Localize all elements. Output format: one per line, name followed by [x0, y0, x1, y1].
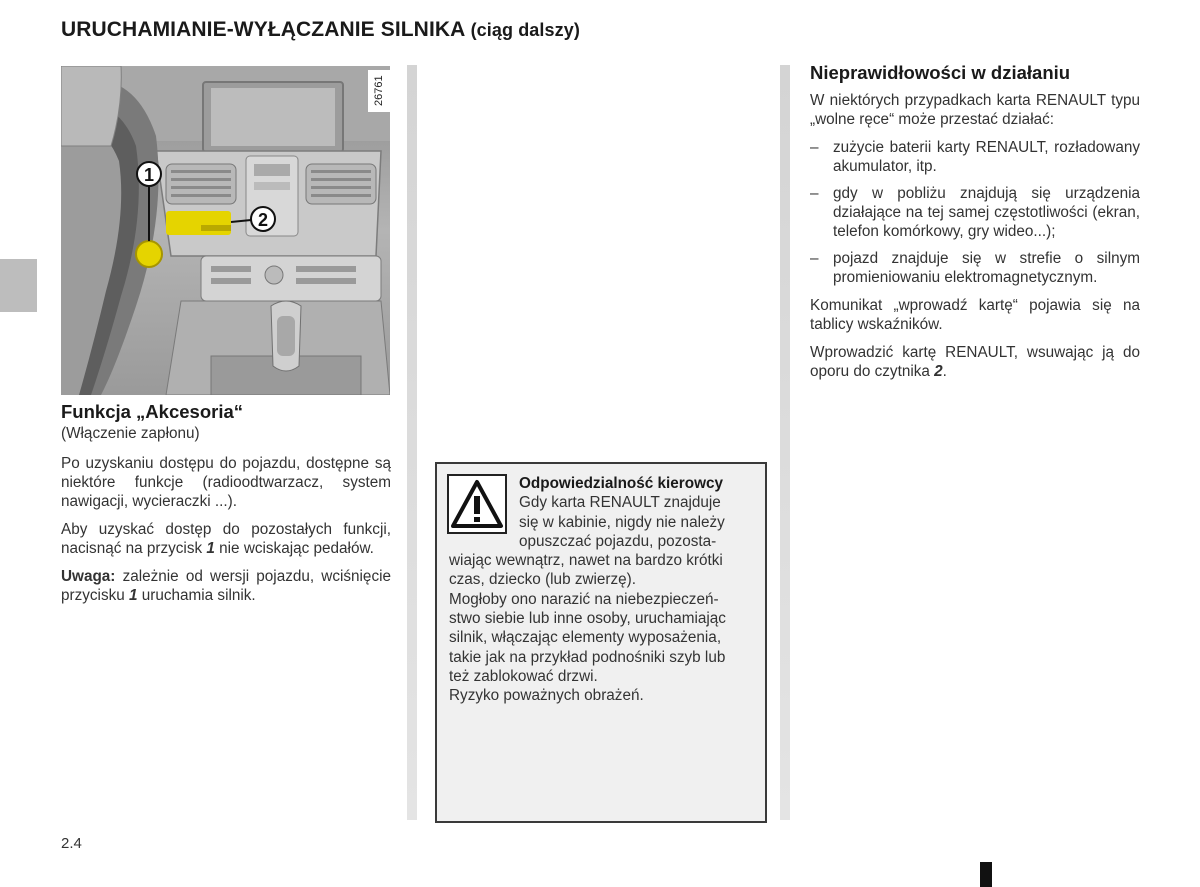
insert-text-c: .: [942, 363, 947, 380]
chapter-tab: [0, 259, 37, 312]
warning-title: Odpowiedzialność kierowcy: [519, 475, 724, 492]
dashboard-illustration: [61, 66, 390, 395]
page-title-main: URUCHAMIANIE-WYŁĄCZANIE SILNIKA: [61, 18, 465, 41]
accessory-note: [61, 567, 391, 605]
accessory-heading: Funkcja „Akcesoria“: [61, 401, 243, 422]
accessory-paragraph-2: [61, 520, 391, 558]
note-text-a: zależnie od wersji pojazdu, wciśnięcie przycisku: [61, 568, 391, 604]
warning-line: Mogłoby ono narazić na niebezpieczeń-: [449, 590, 719, 608]
fault-item-text: gdy w pobliżu znajdują się urządzenia działające na tej samej częstotliwości (ekran, telefon komórkowy, gry wideo...);: [833, 185, 1140, 240]
figure-id: 26761: [368, 70, 390, 112]
column-divider-left: [407, 65, 417, 820]
p2-text-c: nie wciskając pedałów.: [214, 540, 374, 557]
page-title-sub: (ciąg dalszy): [470, 20, 580, 40]
faults-section: [810, 61, 1140, 390]
callout-2: 2: [257, 210, 269, 230]
page-number: 2.4: [61, 835, 82, 852]
list-dash: –: [810, 185, 819, 202]
driver-responsibility-warning: [435, 462, 767, 823]
accessory-paragraph-1: Po uzyskaniu dostępu do pojazdu, dostępne są niektóre funkcje (radioodtwarzacz, system nawigacji, wycieraczki ...).: [61, 455, 391, 510]
faults-list: [810, 138, 1140, 287]
callout-1: 1: [143, 165, 155, 185]
start-button-highlight: [136, 241, 162, 267]
faults-heading: Nieprawidłowości w działaniu: [810, 62, 1071, 83]
faults-intro: W niektórych przypadkach karta RENAULT typu „wolne ręce“ może przestać działać:: [810, 92, 1140, 128]
accessory-subheading: (Włączenie zapłonu): [61, 425, 200, 442]
warning-line: czas, dziecko (lub zwierzę).: [449, 571, 637, 589]
warning-line: Gdy karta RENAULT znajduje: [519, 494, 721, 512]
warning-line: wiając wewnątrz, nawet na bardzo krótki: [449, 552, 723, 570]
warning-line: się w kabinie, nigdy nie należy: [519, 513, 725, 531]
warning-text: [449, 474, 753, 706]
note-button-ref: 1: [129, 587, 138, 604]
warning-line: stwo siebie lub inne osoby, uruchamiając: [449, 610, 726, 628]
list-dash: –: [810, 139, 819, 156]
card-reader-slot: [166, 211, 231, 235]
warning-line: takie jak na przykład podnośniki szyb lub: [449, 648, 726, 666]
warning-line: opuszczać pojazdu, pozosta-: [519, 532, 717, 550]
faults-insert-card: [810, 343, 1140, 381]
faults-message: Komunikat „wprowadź kartę“ pojawia się na tablicy wskaźników.: [810, 297, 1140, 333]
fault-item-text: pojazd znajduje się w strefie o silnym promieniowaniu elektromagnetycznym.: [833, 250, 1140, 286]
fault-item-text: zużycie baterii karty RENAULT, rozładowany akumulator, itp.: [833, 139, 1140, 175]
dashboard-drawing: [61, 66, 390, 395]
insert-text-a: Wprowadzić kartę RENAULT, wsuwając ją do oporu do czytnika: [810, 344, 1140, 380]
list-dash: –: [810, 250, 819, 267]
page-edge-marker: [980, 862, 992, 887]
p2-text-a: Aby uzyskać dostęp do pozostałych funkcji, nacisnąć na przycisk: [61, 521, 391, 557]
fault-item: [810, 138, 1140, 176]
warning-line: silnik, włączając elementy wyposażenia,: [449, 629, 722, 647]
note-text-c: uruchamia silnik.: [137, 587, 256, 604]
column-divider-right: [780, 65, 790, 820]
warning-line: Ryzyko poważnych obrażeń.: [449, 687, 644, 705]
accessory-section: [61, 400, 391, 614]
note-label: Uwaga:: [61, 568, 116, 585]
insert-reader-ref: 2: [934, 363, 943, 380]
p2-button-ref: 1: [206, 540, 215, 557]
fault-item: [810, 249, 1140, 287]
warning-line: też zablokować drzwi.: [449, 667, 598, 685]
page-title: [61, 18, 580, 42]
fault-item: [810, 184, 1140, 241]
